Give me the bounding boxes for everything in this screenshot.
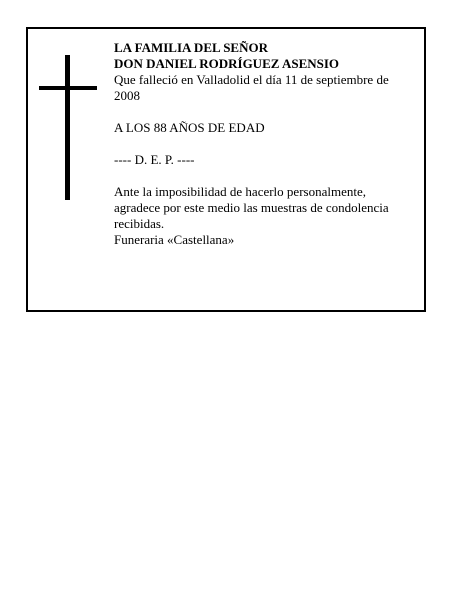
funeral-home: Funeraria «Castellana» <box>114 232 235 247</box>
death-info: Que falleció en Valladolid el día 11 de septiembre de 2008 <box>114 72 389 103</box>
heading-line-1: LA FAMILIA DEL SEÑOR <box>114 40 268 55</box>
spacer <box>114 104 414 120</box>
cross-horizontal-bar <box>39 86 97 90</box>
spacer <box>114 136 414 152</box>
notice-content <box>114 40 414 248</box>
thanks-text: Ante la imposibilidad de hacerlo personalmente, agradece por este medio las muestras de condolencia recibidas. <box>114 184 389 231</box>
age-line: A LOS 88 AÑOS DE EDAD <box>114 120 265 135</box>
rip-line: ---- D. E. P. ---- <box>114 152 195 167</box>
spacer <box>114 168 414 184</box>
heading-line-2: DON DANIEL RODRÍGUEZ ASENSIO <box>114 56 340 71</box>
latin-cross-icon <box>39 55 97 200</box>
obituary-notice <box>26 27 426 312</box>
cross-vertical-bar <box>65 55 70 200</box>
